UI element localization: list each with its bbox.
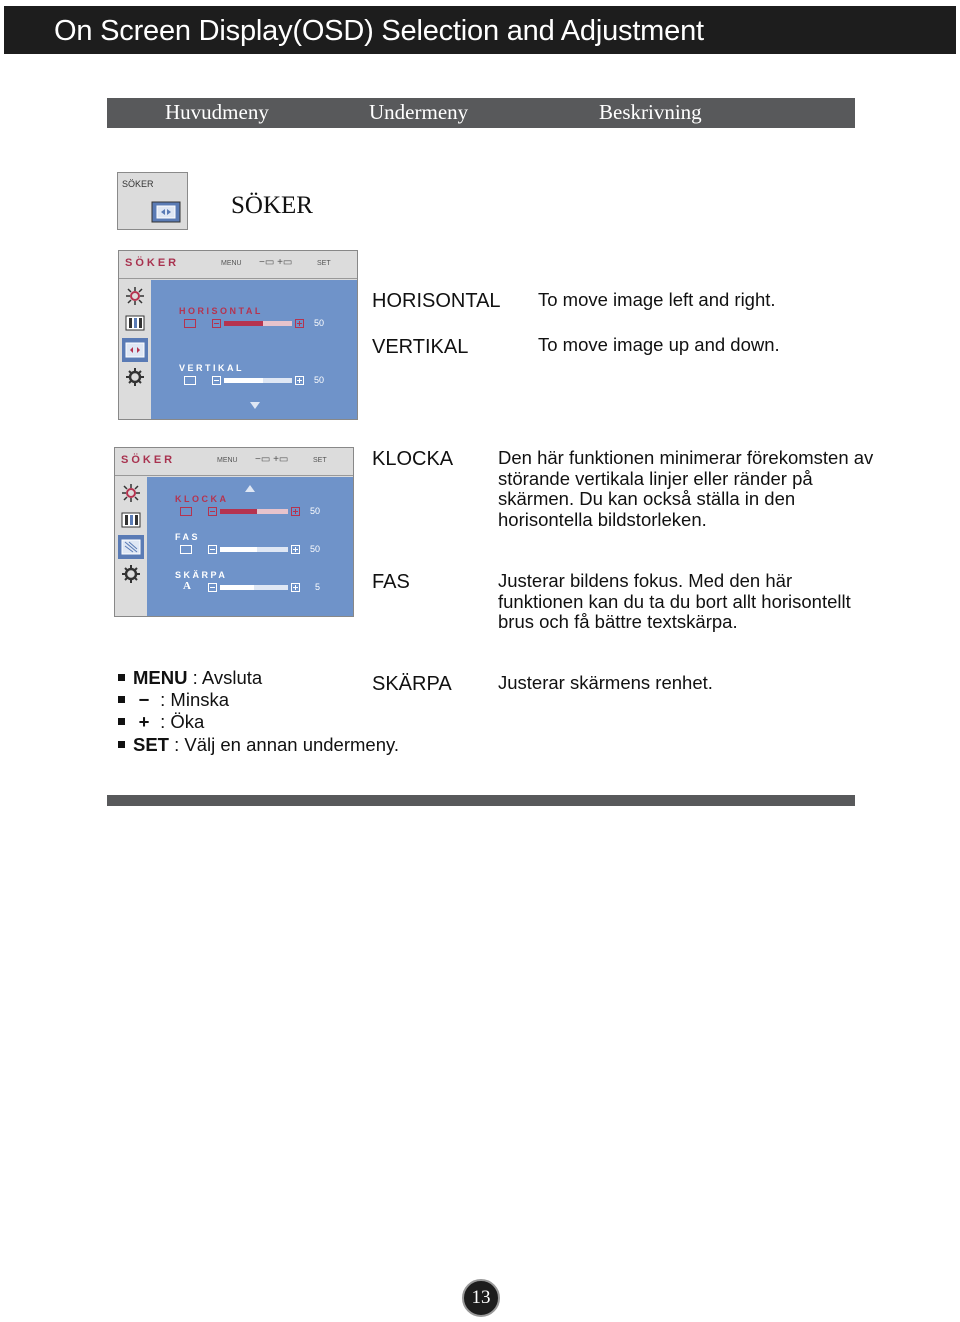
- section-title: SÖKER: [231, 192, 313, 219]
- soker-icon-label: SÖKER: [122, 179, 154, 189]
- osd-item-klocka: KLOCKA: [175, 494, 229, 504]
- tracking-icon-active: [118, 535, 144, 559]
- osd-set-button-label: SET: [313, 457, 327, 464]
- osd-menu-name: SÖKER: [125, 257, 180, 269]
- osd-item-fas: FAS: [175, 532, 201, 542]
- sharpness-icon: A: [183, 580, 191, 592]
- osd-item-horisontal: HORISONTAL: [179, 306, 263, 316]
- skarpa-value: 5: [315, 582, 321, 592]
- soker-menu-icon-box: [117, 172, 188, 230]
- osd-panel: [147, 477, 353, 616]
- brightness-icon: [118, 481, 144, 505]
- osd-screen-tracking-position: [118, 250, 358, 420]
- desc-fas: Justerar bildens fokus. Med den här funktionen kan du ta du bort allt horisontellt brus och få bättre textskärpa.: [498, 570, 851, 632]
- scroll-up-arrow-icon: [245, 485, 255, 493]
- term-fas: FAS: [372, 571, 410, 593]
- horisontal-slider[interactable]: [212, 319, 304, 328]
- osd-sidebar: [119, 280, 151, 419]
- osd-screen-clock-phase: [114, 447, 354, 617]
- desc-horisontal: To move image left and right.: [538, 289, 776, 310]
- legend-plus: [118, 711, 204, 733]
- osd-menu-name: SÖKER: [121, 454, 176, 466]
- title-bar: [4, 6, 956, 54]
- legend-key-menu: MENU: [133, 667, 188, 688]
- osd-item-skarpa: SKÄRPA: [175, 570, 228, 580]
- legend-key-set: SET: [133, 734, 169, 755]
- osd-panel: [151, 280, 357, 419]
- color-icon: [122, 311, 148, 335]
- column-description: Beskrivning: [599, 100, 702, 124]
- phase-icon: [180, 545, 192, 554]
- osd-item-vertikal: VERTIKAL: [179, 363, 244, 373]
- desc-vertikal: To move image up and down.: [538, 334, 780, 355]
- legend-key-plus: +: [138, 711, 150, 732]
- setup-gear-icon: [122, 365, 148, 389]
- desc-klocka: Den här funktionen minimerar förekomsten av störande vertikala linjer eller ränder på skärmen. Du kan också ställa in den horisontella bildstorleken.: [498, 447, 874, 530]
- osd-header: [115, 448, 353, 476]
- setup-gear-icon: [118, 562, 144, 586]
- color-icon: [118, 508, 144, 532]
- tracking-icon-active: [122, 338, 148, 362]
- scroll-down-arrow-icon: [250, 402, 260, 410]
- legend-minus: [118, 689, 229, 711]
- legend-text-minus: : Minska: [160, 689, 230, 710]
- osd-menu-button-label: MENU: [217, 457, 238, 464]
- vertikal-slider[interactable]: [212, 376, 304, 385]
- clock-icon: [180, 507, 192, 516]
- page-title: On Screen Display(OSD) Selection and Adjustment: [54, 15, 704, 47]
- legend-text-set: : Välj en annan undermeny.: [174, 734, 400, 755]
- osd-menu-button-label: MENU: [221, 260, 242, 267]
- fas-value: 50: [310, 544, 321, 554]
- bullet-icon: [118, 741, 125, 748]
- bullet-icon: [118, 696, 125, 703]
- column-main-menu: Huvudmeny: [165, 100, 269, 124]
- bottom-divider-bar: [107, 795, 855, 806]
- osd-minus-icon: −▭ +▭: [255, 454, 289, 465]
- term-skarpa: SKÄRPA: [372, 673, 452, 695]
- vertical-position-icon: [184, 376, 196, 385]
- horizontal-position-icon: [184, 319, 196, 328]
- legend-text-menu: : Avsluta: [192, 667, 263, 688]
- vertikal-value: 50: [314, 375, 325, 385]
- legend-key-minus: −: [138, 689, 150, 710]
- klocka-value: 50: [310, 506, 321, 516]
- skarpa-slider[interactable]: [208, 583, 300, 592]
- term-klocka: KLOCKA: [372, 448, 454, 470]
- column-submenu: Undermeny: [369, 100, 469, 124]
- tracking-icon: [151, 201, 181, 223]
- column-header-bar: [107, 98, 855, 128]
- horisontal-value: 50: [314, 318, 325, 328]
- desc-skarpa: Justerar skärmens renhet.: [498, 672, 713, 693]
- osd-sidebar: [115, 477, 147, 616]
- fas-slider[interactable]: [208, 545, 300, 554]
- klocka-slider[interactable]: [208, 507, 300, 516]
- legend-set: [118, 734, 399, 756]
- bullet-icon: [118, 718, 125, 725]
- term-horisontal: HORISONTAL: [372, 290, 501, 312]
- brightness-icon: [122, 284, 148, 308]
- osd-set-button-label: SET: [317, 260, 331, 267]
- bullet-icon: [118, 674, 125, 681]
- osd-header: [119, 251, 357, 279]
- legend-menu: [118, 667, 262, 689]
- legend-text-plus: : Öka: [160, 711, 205, 732]
- osd-minus-icon: −▭ +▭: [259, 257, 293, 268]
- term-vertikal: VERTIKAL: [372, 336, 469, 358]
- page-number: 13: [462, 1279, 500, 1317]
